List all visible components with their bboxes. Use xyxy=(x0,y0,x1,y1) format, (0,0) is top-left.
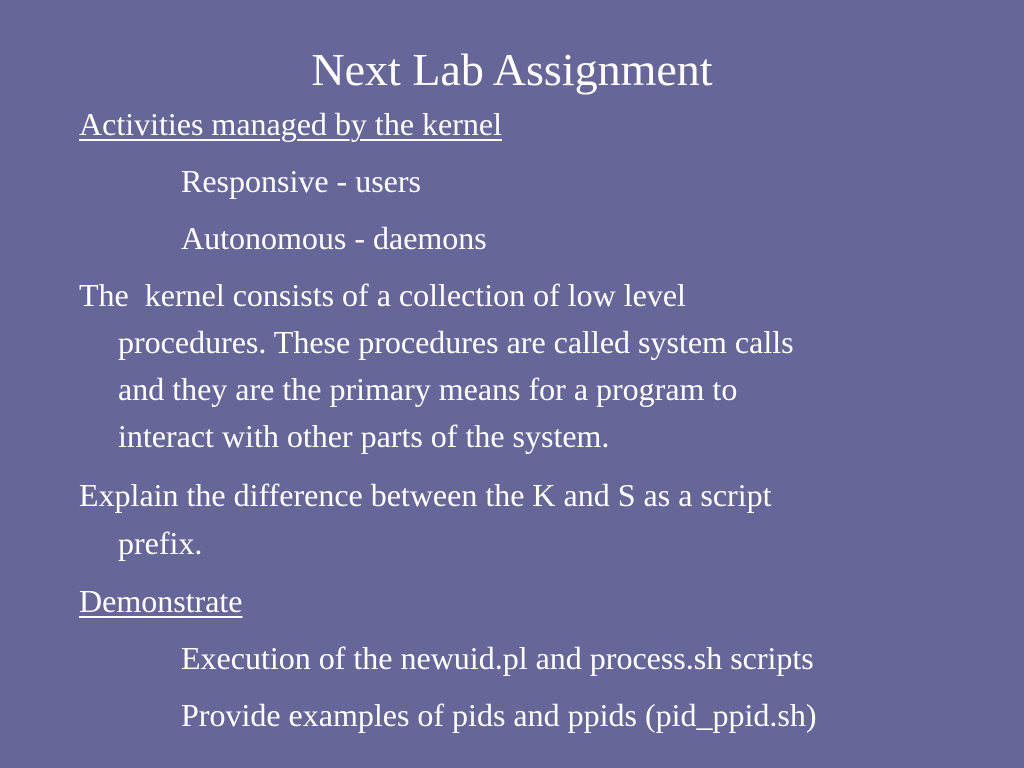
slide-title: Next Lab Assignment xyxy=(311,44,713,95)
subitem-pids-examples: Provide examples of pids and ppids (pid_ppid.sh) xyxy=(181,697,817,733)
kernel-paragraph-line-2: procedures. These procedures are called system calls xyxy=(118,324,794,360)
heading-demonstrate: Demonstrate xyxy=(79,583,243,619)
explain-paragraph-line-2: prefix. xyxy=(118,525,203,561)
subitem-autonomous: Autonomous - daemons xyxy=(181,220,487,256)
kernel-paragraph-line-1: The kernel consists of a collection of low level xyxy=(79,277,686,313)
kernel-paragraph-line-4: interact with other parts of the system. xyxy=(118,418,610,454)
subitem-responsive: Responsive - users xyxy=(181,163,421,199)
explain-paragraph-line-1: Explain the difference between the K and S as a script xyxy=(79,477,772,513)
kernel-paragraph-line-3: and they are the primary means for a program to xyxy=(118,371,738,407)
subitem-execution: Execution of the newuid.pl and process.sh scripts xyxy=(181,640,814,676)
heading-activities: Activities managed by the kernel xyxy=(79,106,502,142)
